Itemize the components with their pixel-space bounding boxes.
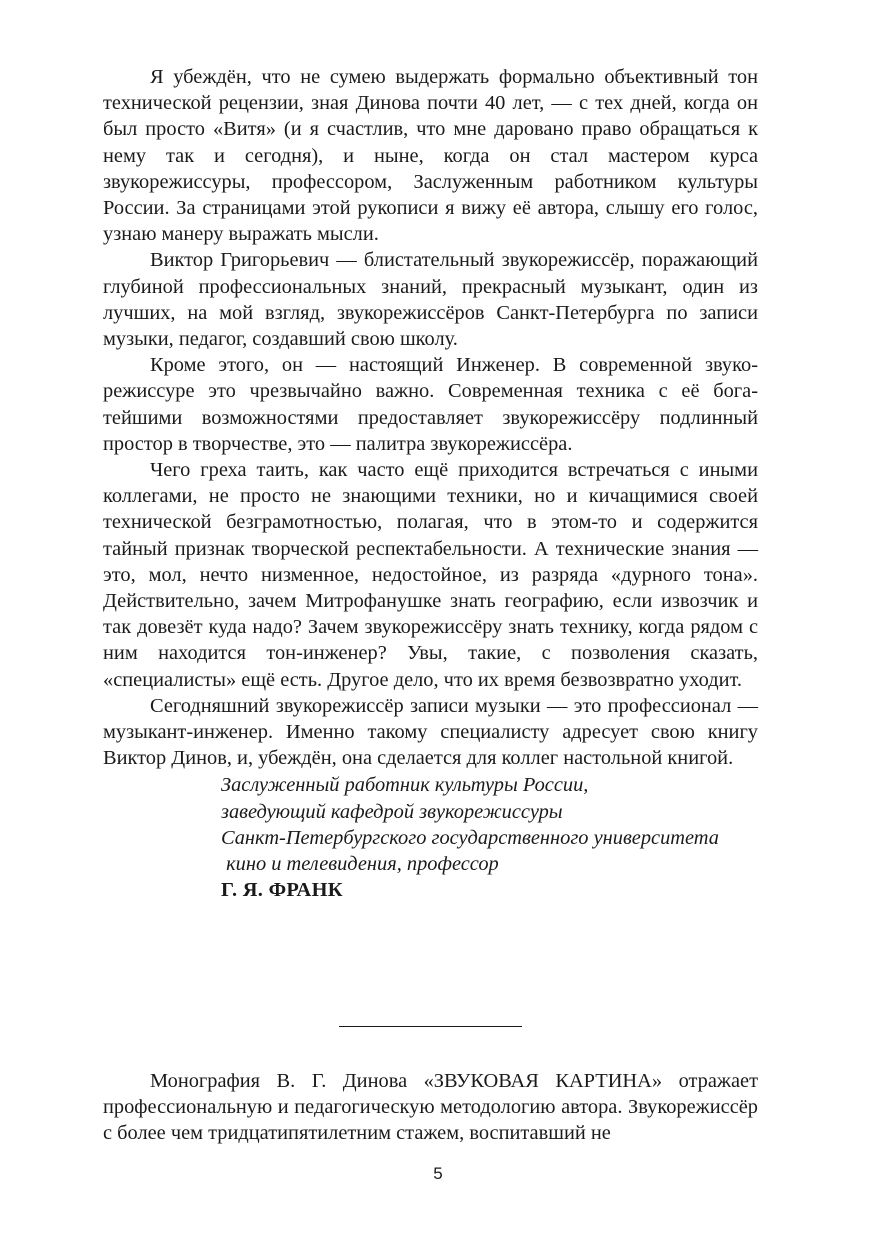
page-number: 5: [433, 1164, 443, 1183]
paragraph: Виктор Григорьевич — блистательный звукорежиссёр, поражающий глубиной профессиональных знаний, прекрасный музыкант, один из лучших, на мой взгляд, звукорежиссёров Санкт-Петербурга по записи музыки, педагог, создавший свою школу.: [103, 249, 758, 351]
signature-title-line: кино и телевидения, профессор: [221, 853, 499, 876]
paragraph: Чего греха таить, как часто ещё приходится встречаться с иными коллегами, не просто не знающими техники, но и кичащимися своей технической безграмотностью, полагая, что в этом-то и содержится тайный признак творческой респектабельности. А технические знания — это, мол, нечто низменное, недостойное, из разряда «дурного тона». Действительно, зачем Митрофанушке знать географию, если извозчик и так довезёт куда надо? Зачем звукорежиссёру знать технику, когда рядом с ним находится тон-инженер? Увы, такие, с позволения сказать, «специалисты» ещё есть. Другое дело, что их время безвозвратно уходит.: [103, 459, 758, 691]
paragraph: Я убеждён, что не сумею выдержать формально объективный тон технической рецензии, зная Динова почти 40 лет, — с тех дней, когда он был просто «Витя» (и я счастлив, что мне даровано право обращаться к нему так и сегодня), и ныне, когда он стал мастером курса звукорежиссуры, профессором, Заслуженным работником культуры России. За страницами этой рукописи я вижу её автора, слышу его голос, узнаю манеру выражать мысли.: [103, 66, 758, 246]
next-section: [103, 1068, 758, 1147]
signature-name: Г. Я. ФРАНК: [221, 879, 343, 902]
paragraph: Монография В. Г. Динова «ЗВУКОВАЯ КАРТИНА» отражает профессиональную и педагогическую методологию автора. Звукорежиссёр с более чем тридцатипятилетним стажем, воспитавший не: [103, 1070, 758, 1145]
paragraph: Кроме этого, он — настоящий Инженер. В современной звукорежиссуре это чрезвычайно важно. Современная техника с её богатейшими возможностями предоставляет звукорежиссёру подлинный простор в творчестве, это — палитра звукорежиссёра.: [103, 354, 758, 455]
section-divider: [339, 1026, 522, 1027]
paragraph: Сегодняшний звукорежиссёр записи музыки — это профессионал — музыкант-инженер. Именно такому специалисту адресует свою книгу Виктор Динов, и, убеждён, она сделается для коллег настольной книгой.: [103, 694, 758, 770]
signature-title-line: Заслуженный работник культуры России,: [221, 774, 589, 797]
signature-title-line: Санкт-Петербургского государственного университета: [221, 826, 719, 849]
review-body: [103, 64, 758, 904]
signature-block: [221, 772, 758, 903]
signature-title-line: заведующий кафедрой звукорежиссуры: [221, 800, 563, 823]
